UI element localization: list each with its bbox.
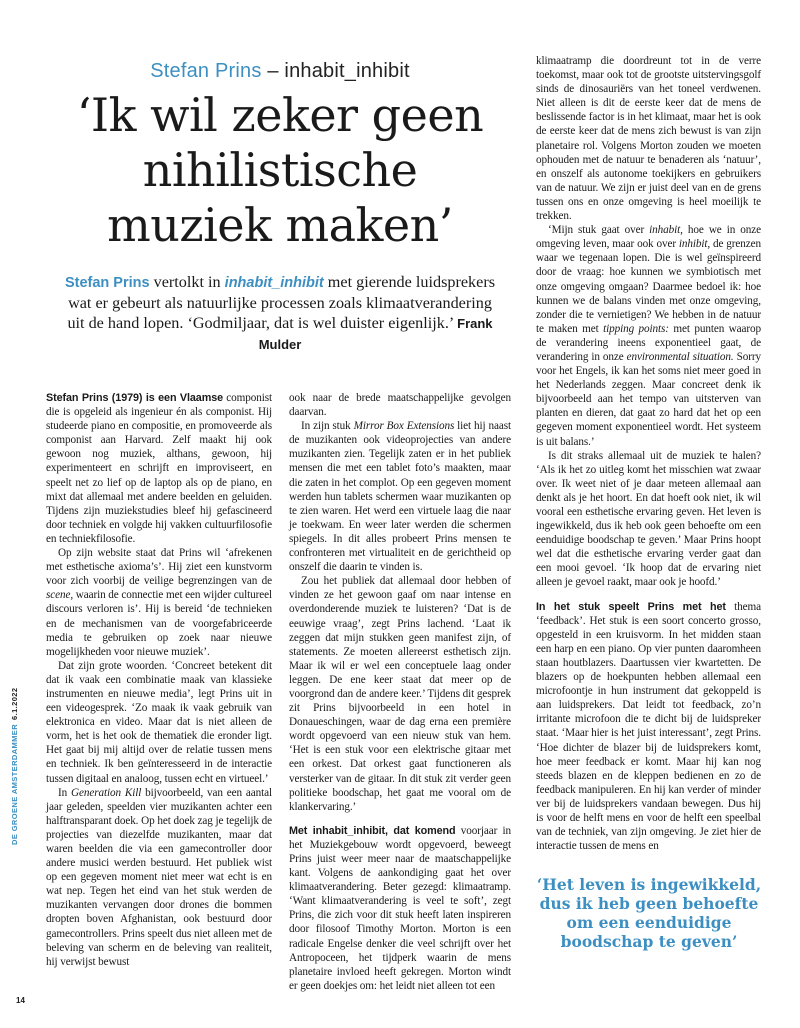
- kicker-title: – inhabit_inhibit: [261, 60, 410, 82]
- lead-in: In het stuk speelt Prins met het: [536, 600, 726, 613]
- headline: [40, 88, 520, 253]
- running-footer: [10, 685, 19, 845]
- intro-text: vertolkt in: [149, 273, 225, 291]
- paragraph: Met inhabit_inhibit, dat komend voorjaar in het Muziekgebouw wordt opgevoerd, beweegt Prins juist weer meer naar de maatschappelijke kant. Volgens de aankondiging gaat het over klimaatverandering. Beter gezegd: klimaatramp. ‘Want klimaatverandering is veel te soft’, zegt Prins, die zich voor dit stuk heeft laten inspireren door filosoof Timothy Morton. Morton is een radicale Engelse denker die veel schrijft over het Antropoceen, het tijdperk waarin de mens planetaire invloed heeft gekregen. Morton windt er geen doekjes om: het leidt niet alleen tot een: [289, 824, 511, 992]
- article-kicker: [40, 60, 520, 83]
- paragraph: In zijn stuk Mirror Box Extensions liet hij naast de muzikanten ook videoprojecties van andere muzikanten zien. Tegelijk zaten er in het publiek mensen die met een tablet foto’s maakten, maar die zaten in het complot. Op een gegeven moment werden hun tablets schermen waar muzikanten op te zien waren. Het werd een virtuele laag die naar je toekwam. En weer later werden die schermen spiegels. In dit alles probeert Prins mensen te confronteren met virtualiteit en de gerichtheid op onszelf die daarin te vinden is.: [289, 420, 511, 574]
- lead-in: Stefan Prins (1979) is een Vlaamse: [46, 392, 224, 404]
- publication-name: DE GROENE AMSTERDAMMER: [10, 723, 19, 845]
- intro-name: Stefan Prins: [64, 275, 150, 291]
- author-byline: Frank Mulder: [258, 316, 493, 352]
- article-column-1: [46, 391, 272, 969]
- paragraph: ook naar de brede maatschappelijke gevolgen daarvan.: [289, 392, 511, 419]
- lead-in: Met inhabit_inhibit, dat komend: [289, 824, 456, 837]
- paragraph: In het stuk speelt Prins met het thema ‘feedback’. Het stuk is een soort concerto grosso, opgesteld in een kruisvorm. In het midden staan een harp en een piano. Op vier punten daaromheen staan houtblazers. Daartussen vier kwartetten. De blazers op de hoekpunten hebben allemaal een microfoontje in hun instrument dat gekoppeld is aan luidsprekers. Dat leidt tot feedback, zo’n irritante microfoon die te dicht bij de luidspreker staat. ‘Maar hier is het juist interessant’, zegt Prins. ‘Hoe dichter de blazer bij de luidsprekers komt, hoe meer feedback er komt. Maar hij kan nog steeds blazen en de kleppen bedienen en zo de feedback manipuleren. En hij kan verder of minder ver bij de luidsprekers vandaan bewegen. Dus hij is voor de helft mens en voor de helft een speelbal van de techniek, van zijn omgeving. Je ziet hier de interactie tussen de mens en: [536, 600, 761, 853]
- pull-quote: ‘Het leven is ingewikkeld, dus ik heb geen behoefte om een eenduidige boodschap te geven’: [536, 875, 762, 951]
- paragraph: Dat zijn grote woorden. ‘Concreet betekent dit dat ik vaak een combinatie maak van klassieke instrumenten en nieuwe media’, legt Prins uit in een videogesprek. ‘Zo maak ik vaak gebruik van elektronica en video. Maar dat is niet alleen de vorm, het is het ook de thematiek die eronder ligt. Het gaat bij mij altijd over de relatie tussen mens en techniek. Ik ben geïnteresseerd in de interactie tussen digitaal en analoog, tussen echt en virtueel.’: [46, 659, 272, 785]
- intro-paragraph: [60, 272, 500, 355]
- paragraph: Op zijn website staat dat Prins wil ‘afrekenen met esthetische axioma’s’. Hij ziet een kunstvorm voor zich voorbij de veilige begrenzingen van de scene, waarin de connectie met een wijder cultureel discours verloren is’. Hij is bereid ‘de technieken en de mechanismen van de voorgefabriceerde media te gebruiken op zoek naar nieuwe mogelijkheden voor nieuwe muziek’.: [46, 547, 272, 658]
- paragraph: Zou het publiek dat allemaal door hebben of vinden ze het gewoon gaaf om naar intense en overdonderende muziek te luisteren? ‘Dat is de eeuwige vraag’, zegt Prins lachend. ‘Laat ik zeggen dat mijn stukken geen manifest zijn, of statements. Ze moeten allereerst esthetisch zijn. Maar ik wil er wel een conceptuele laag onder leggen. De ene keer staat dat meer op de voorgrond dan de andere keer.’ Tijdens dit gesprek zit Prins bijvoorbeeld in een hotel in Donaueschingen, waar de dag erna een première wordt opgevoerd van een nieuw stuk van hem. ‘Het is een stuk voor een elektrische gitaar met een orkest. Dat orkest gaat functioneren als versterker van de gitaar. In dit stuk zit verder geen politieke boodschap, het gaat me vooral om de klankervaring.’: [289, 575, 511, 813]
- page-number: 14: [16, 996, 25, 1005]
- kicker-name: Stefan Prins: [150, 60, 262, 82]
- paragraph: Is dit straks allemaal uit de muziek te halen? ‘Als ik het zo uitleg komt het misschien wat zwaar over. Ik weet niet of je daar meteen allemaal aan denkt als je het hoort. En dat hoeft ook niet, ik wil vooral een esthetische ervaring geven. Het leven is ingewikkeld, dus ik heb ook geen behoefte om een eenduidige boodschap te geven.’ Maar Prins hoopt wel dat die esthetische ervaring verder gaat dan een mooi gevoel. ‘Ik hoop dat de ervaring niet alleen je gevoel raakt, maar ook je hoofd.’: [536, 449, 761, 589]
- headline-line: ‘Ik wil zeker geen: [76, 88, 484, 142]
- article-column-2: [289, 391, 511, 993]
- article-column-3: [536, 54, 761, 853]
- paragraph: klimaatramp die doordreunt tot in de verre toekomst, maar ook tot de grootste uitstervingsgolf sinds de dinosauriërs van het toneel verdwenen. Niet alleen is dit de eerste keer dat de mens de beslissende factor is in het klimaat, maar het is ook de eerste keer dat de mens zich bewust is van zijn planetaire rol. Volgens Morton zouden we moeten ophouden met de natuur te benaderen als ‘natuur’, en onszelf als autonome toekijkers en gebruikers van de natuur. We zijn er juist deel van en de grens tussen ons en onze omgeving is heel moeilijk te trekken.: [536, 55, 761, 223]
- intro-text: met gierende luidsprekers wat er gebeurt als natuurlijke processen zoals klimaatverandering uit de hand lopen. ‘Godmiljaar, dat is wel duister eigenlijk.’: [67, 273, 496, 332]
- paragraph: ‘Mijn stuk gaat over inhabit, hoe we in onze omgeving leven, maar ook over inhibit, de grenzen waar we tegenaan lopen. Die is wel geïnspireerd door de vraag: hoe kunnen we symbiotisch met onze omgeving omgaan? Daarmee bedoel ik: hoe kunnen we de balans vinden met onze omgeving, zonder die te vernietigen? We hebben in de natuur te maken met tipping points: met punten waarop de verandering ineens exponentieel gaat, de verandering in onze environmental situation. Sorry voor het Engels, ik kan het soms niet meer goed in het Nederlands zeggen. Maar concreet denk ik bijvoorbeeld aan het tempo van uitsterven van planten en dieren, dat gaat zo hard dat het op een gegeven moment exponentieel wordt. Het systeem is uit balans.’: [536, 224, 761, 448]
- paragraph: Stefan Prins (1979) is een Vlaamse componist die is opgeleid als ingenieur én als componist. Hij studeerde piano en compositie, en promoveerde als componist aan Harvard. Zelf maakt hij ook gewoon nog muziek, althans, gewoon, hij experimenteert en schrijft en improviseert, en speelt net zo lief op de laptop als op de piano, en mixt dat allemaal met andere beelden en geluiden. Tijdens zijn muziekstudies bleef hij gefascineerd door techniek en volgde hij vakken cultuurfilosofie en techniekfilosofie.: [46, 392, 272, 545]
- paragraph: In Generation Kill bijvoorbeeld, van een aantal jaar geleden, speelden vier muzikanten achter een halftransparant doek. Op het doek zag je tegelijk de projecties van diezelfde muzikanten, maar dat waren beelden die via een gamecontroller door andere musici werden bestuurd. Het publiek wist op een gegeven moment niet meer wat echt is en wat nep. Tegen het eind van het stuk werden de muzikanten vervangen door drones die bommen dropten boven Afghanistan, ook bestuurd door gamecontrollers. Prins speelt dus niet alleen met de beleving van scherm en de beleving van realiteit, hij verwijst bewust: [46, 786, 273, 968]
- headline-line: muziek maken’: [107, 198, 453, 252]
- intro-work-title: inhabit_inhibit: [224, 275, 324, 291]
- headline-line: nihilistische: [142, 143, 418, 197]
- issue-date: 6.1.2022: [10, 687, 19, 720]
